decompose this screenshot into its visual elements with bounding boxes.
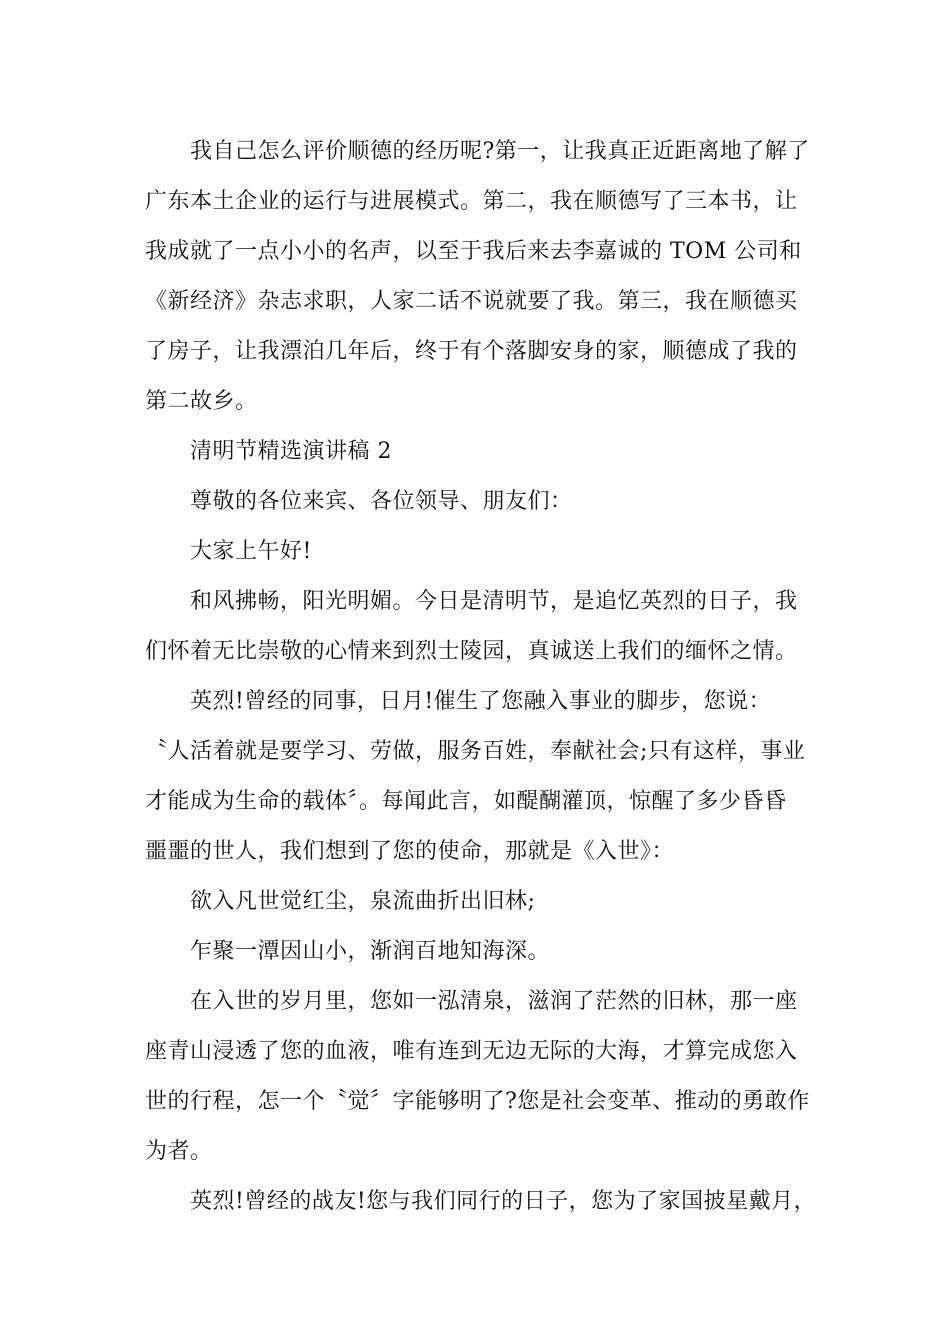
paragraph-line: 在入世的岁月里，您如一泓清泉，滋润了茫然的旧林，那一座 <box>190 989 798 1014</box>
poem-line: 乍聚一潭因山小，渐润百地知海深。 <box>190 939 551 964</box>
paragraph-line: 广东本土企业的运行与进展模式。第二，我在顺德写了三本书，让 <box>145 189 798 214</box>
poem-line: 欲入凡世觉红尘，泉流曲折出旧林; <box>190 889 536 914</box>
paragraph-line: 第二故乡。 <box>145 389 258 414</box>
salutation: 尊敬的各位来宾、各位领导、朋友们： <box>190 489 573 514</box>
paragraph-line: 英烈!曾经的战友!您与我们同行的日子，您为了家国披星戴月， <box>190 1189 817 1214</box>
paragraph-line: 英烈!曾经的同事，日月!催生了您融入事业的脚步，您说： <box>190 689 772 714</box>
paragraph-line: 为者。 <box>145 1139 213 1164</box>
paragraph-line: 世的行程，怎一个〝觉〞字能够明了?您是社会变革、推动的勇敢作 <box>145 1089 810 1114</box>
paragraph-line: 了房子，让我漂泊几年后，终于有个落脚安身的家，顺德成了我的 <box>145 339 798 364</box>
section-heading: 清明节精选演讲稿 2 <box>190 439 392 464</box>
paragraph-line: 我自己怎么评价顺德的经历呢?第一，让我真正近距离地了解了 <box>190 139 810 164</box>
paragraph-line: 《新经济》杂志求职，人家二话不说就要了我。第三，我在顺德买 <box>145 289 798 314</box>
paragraph-line: 噩噩的世人，我们想到了您的使命，那就是《入世》： <box>145 839 675 864</box>
greeting: 大家上午好! <box>190 539 312 564</box>
paragraph-line: 我成就了一点小小的名声，以至于我后来去李嘉诚的 TOM 公司和 <box>145 239 802 264</box>
paragraph-line: 和风拂畅，阳光明媚。今日是清明节，是追忆英烈的日子，我 <box>190 589 798 614</box>
paragraph-line: 座青山浸透了您的血液，唯有连到无边无际的大海，才算完成您入 <box>145 1039 798 1064</box>
paragraph-line: 〝人活着就是要学习、劳做，服务百姓，奉献社会;只有这样，事业 <box>145 739 806 764</box>
paragraph-line: 才能成为生命的载体〞。每闻此言，如醍醐灌顶，惊醒了多少昏昏 <box>145 789 787 814</box>
paragraph-line: 们怀着无比崇敬的心情来到烈士陵园，真诚送上我们的缅怀之情。 <box>145 639 798 664</box>
